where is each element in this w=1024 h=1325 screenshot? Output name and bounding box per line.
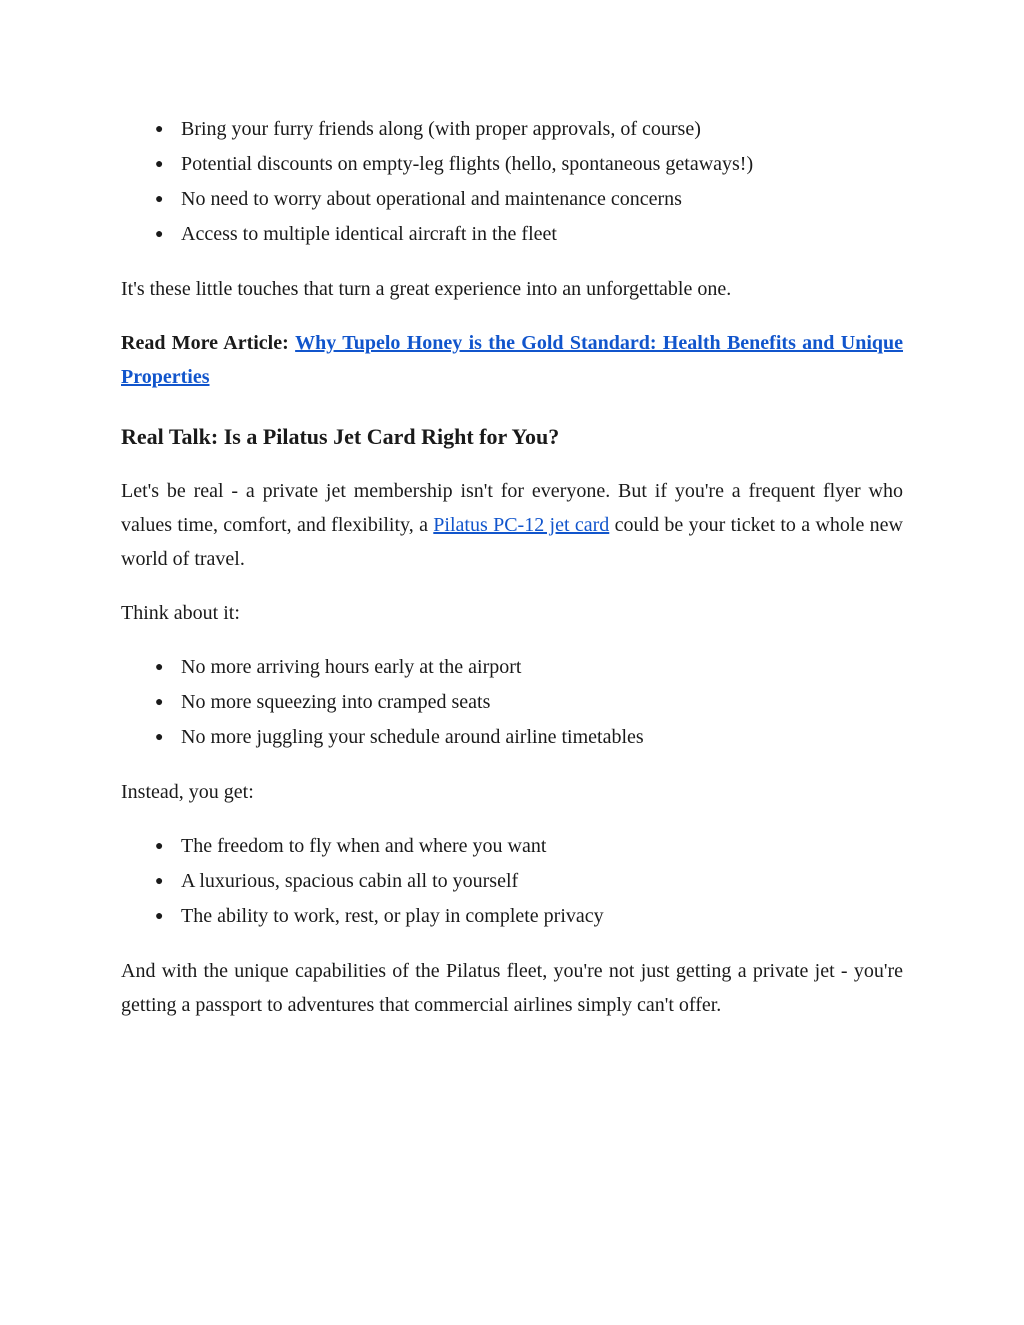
- list-item: ● No more squeezing into cramped seats: [121, 685, 903, 720]
- document-page: [121, 112, 903, 1022]
- bullet-icon: ●: [155, 192, 164, 207]
- list-item: ● No need to worry about operational and maintenance concerns: [121, 182, 903, 217]
- paragraph-little-touches: It's these little touches that turn a great experience into an unforgettable one.: [121, 278, 732, 300]
- section-heading: Real Talk: Is a Pilatus Jet Card Right for You?: [121, 424, 560, 449]
- list-item: ● No more juggling your schedule around airline timetables: [121, 720, 903, 755]
- bullet-icon: ●: [155, 157, 164, 172]
- bullet-icon: ●: [155, 227, 164, 242]
- bullet-icon: ●: [155, 660, 164, 675]
- paragraph-instead-you-get: Instead, you get:: [121, 781, 254, 803]
- list-item: ● Access to multiple identical aircraft in the fleet: [121, 217, 903, 252]
- list-item: ● The freedom to fly when and where you want: [121, 829, 903, 864]
- paragraph-think-about-it: Think about it:: [121, 602, 240, 624]
- you-get-list: [121, 829, 903, 934]
- bullet-icon: ●: [155, 730, 164, 745]
- read-more-link[interactable]: Why Tupelo Honey is the Gold Standard: Health Benefits and Unique Properties: [121, 332, 904, 388]
- list-item: ● The ability to work, rest, or play in complete privacy: [121, 899, 903, 934]
- bullet-icon: ●: [155, 839, 164, 854]
- bullet-icon: ●: [155, 122, 164, 137]
- bullet-icon: ●: [155, 874, 164, 889]
- read-more-label: Read More Article:: [121, 332, 289, 354]
- bullet-icon: ●: [155, 695, 164, 710]
- no-more-list: [121, 650, 903, 755]
- list-item: ● Potential discounts on empty-leg flights (hello, spontaneous getaways!): [121, 147, 903, 182]
- read-more-paragraph: [121, 326, 903, 394]
- list-item: ● No more arriving hours early at the airport: [121, 650, 903, 685]
- list-item: ● A luxurious, spacious cabin all to yourself: [121, 864, 903, 899]
- pilatus-jet-card-link[interactable]: Pilatus PC-12 jet card: [433, 514, 610, 536]
- benefits-list: [121, 112, 903, 252]
- paragraph-lets-be-real: Let's be real - a private jet membership isn't for everyone. But if you're a frequent flyer who values time, comfort, and flexibility, a Pilatus PC-12 jet card could be your ticket to a whole new world of travel.: [121, 480, 903, 570]
- bullet-icon: ●: [155, 909, 164, 924]
- paragraph-closing: And with the unique capabilities of the Pilatus fleet, you're not just getting a private jet - you're getting a passport to adventures that commercial airlines simply can't offer.: [121, 960, 903, 1016]
- list-item: ● Bring your furry friends along (with proper approvals, of course): [121, 112, 903, 147]
